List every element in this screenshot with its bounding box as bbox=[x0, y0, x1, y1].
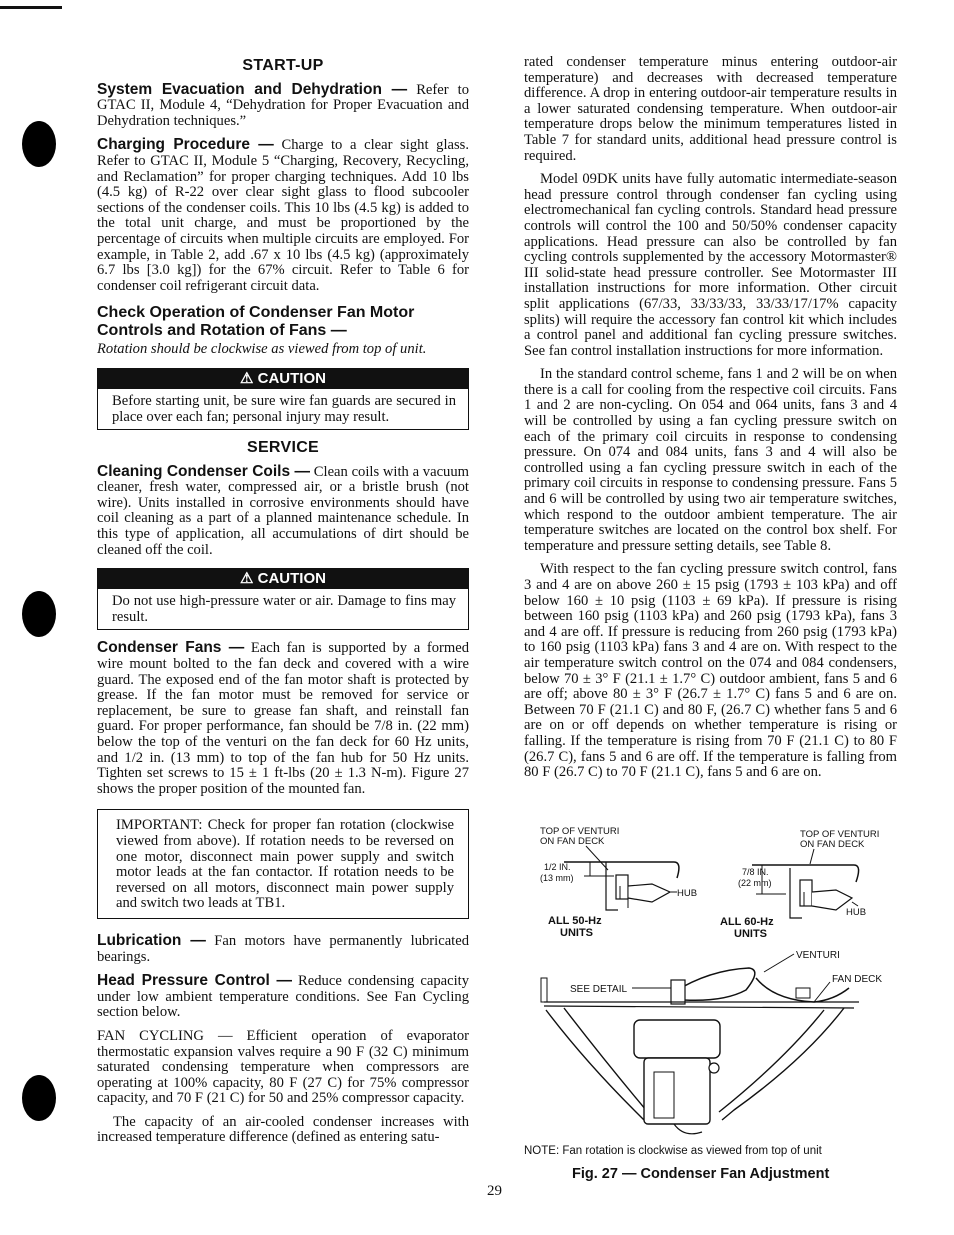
evacuation-paragraph bbox=[97, 82, 469, 130]
right-paragraph-2: Model 09DK units have fully automatic intermediate-season head pressure control through condenser fan cycling using electromechanical fan cycling controls. Standard head pressure controls will control the 100 and 50/50% condenser capacity applications. Head pressure can also be controlled by fan cycling controls supplemented by the accessory Motormaster® III solid-state head pressure controller. See Motormaster III installation instructions for more information. Other circuit split applications (67/33, 33/33/33, 33/33/17/17% capacity splits) will require the accessory fan control kit which includes a control panel and additional fan cycling pressure switches. See fan control installation instructions for more information. bbox=[524, 171, 897, 359]
service-title: SERVICE bbox=[246, 439, 320, 457]
hub-leader-right bbox=[852, 902, 858, 906]
units-50hz-1: ALL 50-Hz bbox=[548, 915, 602, 927]
important-text: IMPORTANT: Check for proper fan rotation (clockwise viewed from above). If rotation needs to be reversed on one motor, disconnect main power supply and switch motor leads at the fan contactor. If rotation needs to be reversed on all motors, disconnect main power supply and switch two leads at TB1. bbox=[116, 817, 454, 912]
fan-check-text: Rotation should be clockwise as viewed from top of unit. bbox=[97, 341, 427, 358]
figure-caption: Fig. 27 — Condenser Fan Adjustment bbox=[572, 1166, 830, 1182]
right-paragraph-4: With respect to the fan cycling pressure switch control, fans 3 and 4 are on above 260 ± 15 psig (1793 ± 103 kPa) and off below 160 ± 10 psig (1103 ± 69 kPa). If pressure is rising between 160 psig (1103 kPa) and 260 psig (1793 kPa), fans 3 and 4 are off. If pressure is reducing from 260 psig (1793 kPa) to 160 psig (1103 kPa) fans 3 and 4 are on. With respect to the air temperature switch control on the 074 and 084 condensers, below 70 ± 3° F (21.1 ± 1.7° C) outdoor ambient, fans 5 and 6 are off; above 80 ± 3° F (26.7 ± 1.7° C) fans 5 and 6 are on. Between 70 F (21.1 C) and 80 F, (26.7 C) whether fans 5 and 6 are on or off depends on whether temperature is rising or falling. If the temperature is rising from 70 F (21.1 C) to 80 F (26.7 C), fans 5 and 6 are off. If the temperature is falling from 80 F (26.7 C) to 70 F (21.1 C), fans 5 and 6 are on. bbox=[524, 561, 897, 781]
units-50hz-2: UNITS bbox=[560, 927, 593, 939]
charging-heading: Charging Procedure — bbox=[97, 136, 274, 154]
leader-line-left bbox=[586, 846, 608, 870]
caution-label: ⚠ CAUTION bbox=[98, 369, 468, 389]
figure-27 bbox=[524, 820, 897, 1190]
units-60hz-1: ALL 60-Hz bbox=[720, 916, 774, 928]
venturi-label: VENTURI bbox=[796, 950, 840, 961]
binder-hole-bottom bbox=[22, 1075, 56, 1121]
fan-adjustment-diagram bbox=[524, 820, 897, 1145]
head-pressure-paragraph bbox=[97, 973, 469, 1021]
charging-paragraph bbox=[97, 137, 469, 294]
evacuation-text: Refer to GTAC II, Module 4, “Dehydration for Proper Evacuation and Dehydration techniques.” bbox=[97, 81, 469, 129]
binder-hole-middle bbox=[22, 591, 56, 637]
caution-box-pressure bbox=[97, 568, 469, 630]
right-column bbox=[524, 55, 897, 789]
fans-paragraph bbox=[97, 640, 469, 797]
units-60hz-2: UNITS bbox=[734, 928, 767, 940]
fan-deck-bolt-right bbox=[796, 988, 810, 998]
hub-right bbox=[800, 880, 812, 906]
see-detail-label: SEE DETAIL bbox=[570, 984, 628, 995]
label-fan-deck-left: ON FAN DECK bbox=[540, 836, 605, 847]
left-column bbox=[97, 58, 469, 1154]
leader-line-right bbox=[810, 849, 814, 864]
dim-50hz-1: 1/2 IN. bbox=[544, 862, 571, 872]
important-box bbox=[97, 809, 469, 919]
motor-base bbox=[674, 1124, 702, 1134]
fan-blade bbox=[674, 968, 755, 1000]
lubrication-heading: Lubrication — bbox=[97, 931, 206, 949]
right-paragraph-3: In the standard control scheme, fans 1 and 2 will be on when there is a call for cooling from the respective coil circuits. Fans 1 and 2 are non-cycling. On 054 and 064 units, fans 3 and 4 will be controlled by using a fan cycling pressure switch on each of the primary coil circuits in response to condensing pressure. On 074 and 084 units, fans 3 and 4 will also be controlled using a fan cycling pressure switch in each of the primary coil circuits in response to condensing pressure. Fans 5 and 6 will be controlled by using two air temperature switches, which respond to the outdoor ambient temperature. The air temperature switches are located on the control box shelf. For temperature and pressure setting details, see Table 8. bbox=[524, 366, 897, 554]
fan-cycling-paragraph: FAN CYCLING — Efficient operation of evaporator thermostatic expansion valves require a 90 F (32 C) minimum saturated condensing temperature when compressors are operating at 100% capacity, 80 F (27 C) for 75% compressor capacity, and 70 F (21 C) for 50 and 25% compressor capacity. bbox=[97, 1027, 469, 1107]
wire-mount-right bbox=[719, 1008, 844, 1120]
hub-label-right: HUB bbox=[846, 907, 867, 918]
caution-text: Before starting unit, be sure wire fan guards are secured in place over each fan; personal injury may result. bbox=[112, 392, 456, 425]
label-top-venturi-right: TOP OF VENTURI bbox=[800, 829, 880, 840]
motor-top bbox=[634, 1020, 720, 1058]
label-fan-deck-right: ON FAN DECK bbox=[800, 839, 865, 850]
fans-text: Each fan is supported by a formed wire mount bolted to the fan deck and covered with a wire guard. The exposed end of the fan motor shaft is protected by grease. If the fan motor must be removed for service or replacement, be sure to grease fan shaft, and reinstall fan guard. For proper performance, fan should be 7/8 in. (22 mm) below the top of the venturi on the fan deck for 60 Hz units, and 1/2 in. (13 mm) to top of the fan hub for 50 Hz units. Tighten set screws to 15 ± 1 ft-lbs (20 ± 1.3 N-m). Figure 27 shows the proper position of the mounted fan. bbox=[97, 640, 469, 797]
lubrication-text: Fan motors have permanently lubricated bearings. bbox=[97, 932, 470, 965]
caution-label: ⚠ CAUTION bbox=[98, 569, 468, 589]
fans-heading: Condenser Fans — bbox=[97, 639, 245, 657]
mount-bolt bbox=[709, 1063, 719, 1073]
evacuation-heading: System Evacuation and Dehydration — bbox=[97, 80, 408, 98]
cleaning-heading: Cleaning Condenser Coils — bbox=[97, 462, 311, 480]
startup-title: START-UP bbox=[242, 57, 324, 74]
hub-label-left: HUB bbox=[677, 888, 698, 899]
dim-60hz-1: 7/8 IN. bbox=[742, 867, 769, 877]
page-number: 29 bbox=[487, 1183, 502, 1199]
motor-mount-bracket bbox=[654, 1072, 674, 1118]
cleaning-text: Clean coils with a vacuum cleaner, fresh water, compressed air, or a bristle brush (not wire). Units installed in corrosive environments should have coil cleaning as a part of a planned maintenance schedule. In this type of application, all accumulations of dirt should be cleaned off the coil. bbox=[97, 463, 469, 558]
capacity-paragraph: The capacity of an air-cooled condenser increases with increased temperature difference (defined as entering satu- bbox=[97, 1113, 469, 1146]
label-top-venturi-left: TOP OF VENTURI bbox=[540, 826, 620, 837]
charging-text: Charge to a clear sight glass. Refer to GTAC II, Module 5 “Charging, Recovery, Recycling, and Reclamation” for proper charging techniques. Add 10 lbs (4.5 kg) of R-22 over clear sight glass to flood subcooler sections of the condenser coils. This 10 lbs (4.5 kg) is added to the total unit charge, and must be proportioned by the percentage of circuits when multiple circuits are employed. For example, in Table 2, add .67 x 10 lbs (4.5 kg) (approximately 6.7 lbs [3.0 kg]) for the 67% circuit. Refer to Table 6 for condenser coil refrigerant circuit data. bbox=[97, 137, 469, 294]
lubrication-paragraph bbox=[97, 933, 469, 965]
venturi-leader bbox=[764, 954, 794, 972]
dim-60hz-2: (22 mm) bbox=[738, 878, 772, 888]
hub-left bbox=[616, 875, 628, 899]
dim-50hz-2: (13 mm) bbox=[540, 873, 574, 883]
fan-hub bbox=[671, 980, 685, 1004]
head-pressure-text: Reduce condensing capacity under low ambient temperature conditions. See Fan Cycling section below. bbox=[97, 973, 469, 1021]
fan-deck-line bbox=[544, 1002, 859, 1008]
caution-box-fan-guards bbox=[97, 368, 469, 430]
blade-left bbox=[628, 884, 670, 902]
figure-note: NOTE: Fan rotation is clockwise as viewed from top of unit bbox=[524, 1145, 822, 1157]
fan-check-heading: Check Operation of Condenser Fan Motor Controls and Rotation of Fans — bbox=[97, 304, 415, 340]
fan-deck-bolt-left bbox=[541, 978, 547, 1002]
wire-mount-left bbox=[546, 1008, 646, 1120]
head-pressure-heading: Head Pressure Control — bbox=[97, 972, 292, 990]
cleaning-paragraph bbox=[97, 464, 469, 559]
page-corner-rule bbox=[0, 6, 62, 9]
fan-deck-label: FAN DECK bbox=[832, 974, 883, 985]
binder-hole-top bbox=[22, 121, 56, 167]
caution-text: Do not use high-pressure water or air. Damage to fins may result. bbox=[112, 593, 456, 625]
right-paragraph-1: rated condenser temperature minus entering outdoor-air temperature) and decreases with decreased temperature difference. A drop in entering outdoor-air temperature results in a lower saturated condensing temperature. When outdoor-air temperature drops below the minimum temperatures listed in Table 7 for standard units, additional head pressure control is required. bbox=[524, 54, 897, 164]
